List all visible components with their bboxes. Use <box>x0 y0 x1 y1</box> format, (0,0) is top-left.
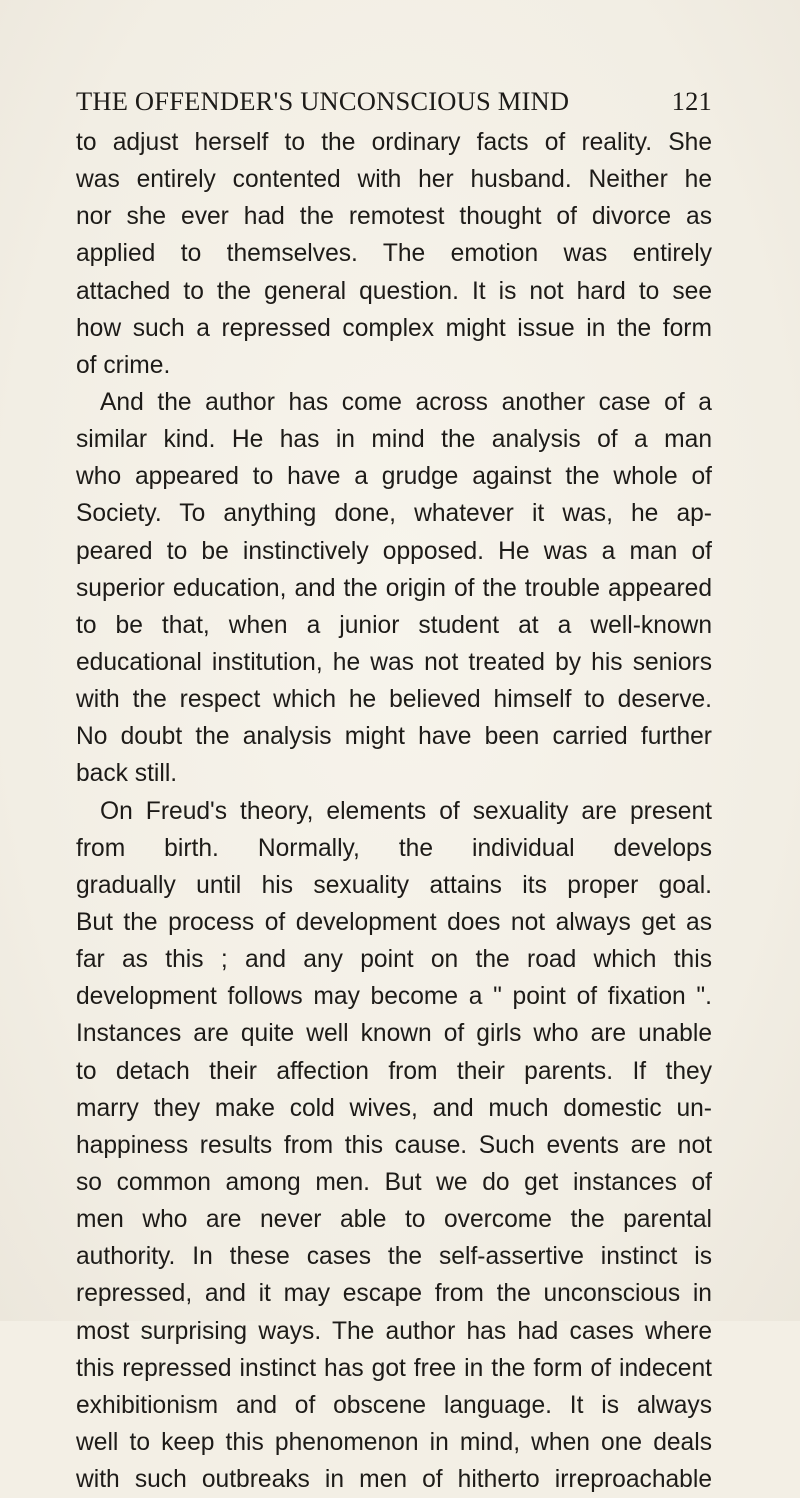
text-line: educational institution, he was not treated by his seniors <box>76 648 712 676</box>
text-line: exhibitionism and of obscene language. It is always <box>76 1391 712 1419</box>
text-line: who appeared to have a grudge against the whole of <box>76 463 712 491</box>
text-line: superior education, and the origin of the trouble appeared <box>76 574 712 602</box>
text-line: gradually until his sexuality attains its proper goal. <box>76 871 712 899</box>
text-line: most surprising ways. The author has had cases where <box>76 1317 712 1345</box>
text-line: But the process of development does not always get as <box>76 908 712 936</box>
page-number: 121 <box>671 86 712 116</box>
text-line: far as this ; and any point on the road which this <box>76 946 712 974</box>
text-line: so common among men. But we do get instances of <box>76 1168 712 1196</box>
text-line: happiness results from this cause. Such events are not <box>76 1131 712 1159</box>
text-line: repressed, and it may escape from the unconscious in <box>76 1280 712 1308</box>
text-line: No doubt the analysis might have been carried further <box>76 723 712 751</box>
text-line: And the author has come across another case of a <box>100 388 712 416</box>
text-line: from birth. Normally, the individual develops <box>76 834 712 862</box>
text-line: marry they make cold wives, and much domestic un- <box>76 1094 712 1122</box>
text-line: with such outbreaks in men of hitherto irreproachable <box>76 1466 712 1494</box>
text-line: of crime. <box>76 351 171 379</box>
text-line: to adjust herself to the ordinary facts of reality. She <box>76 129 712 156</box>
text-line: back still. <box>76 760 178 788</box>
text-line: with the respect which he believed himself to deserve. <box>76 686 712 714</box>
text-line: to detach their affection from their parents. If they <box>76 1057 712 1085</box>
text-line: to be that, when a junior student at a well-known <box>76 611 712 639</box>
body-text <box>76 124 712 1498</box>
text-line: men who are never able to overcome the parental <box>76 1206 712 1234</box>
text-line: On Freud's theory, elements of sexuality are present <box>100 797 712 825</box>
text-line: Instances are quite well known of girls who are unable <box>76 1020 712 1048</box>
text-line: Society. To anything done, whatever it was, he ap- <box>76 500 712 528</box>
text-line: authority. In these cases the self-assertive instinct is <box>76 1243 712 1271</box>
running-head-title: THE OFFENDER'S UNCONSCIOUS MIND <box>76 86 570 116</box>
running-head <box>76 86 712 117</box>
text-line: peared to be instinctively opposed. He was a man of <box>76 537 712 565</box>
text-line: nor she ever had the remotest thought of divorce as <box>76 203 712 231</box>
text-line: was entirely contented with her husband. Neither he <box>76 166 712 194</box>
text-line: how such a repressed complex might issue in the form <box>76 314 712 342</box>
text-line: applied to themselves. The emotion was entirely <box>76 240 712 268</box>
text-line: development follows may become a " point of fixation ". <box>76 983 712 1011</box>
text-line: attached to the general question. It is not hard to see <box>76 277 712 305</box>
text-line: similar kind. He has in mind the analysis of a man <box>76 426 712 454</box>
text-line: well to keep this phenomenon in mind, when one deals <box>76 1428 712 1456</box>
text-line: this repressed instinct has got free in the form of indecent <box>76 1354 712 1382</box>
